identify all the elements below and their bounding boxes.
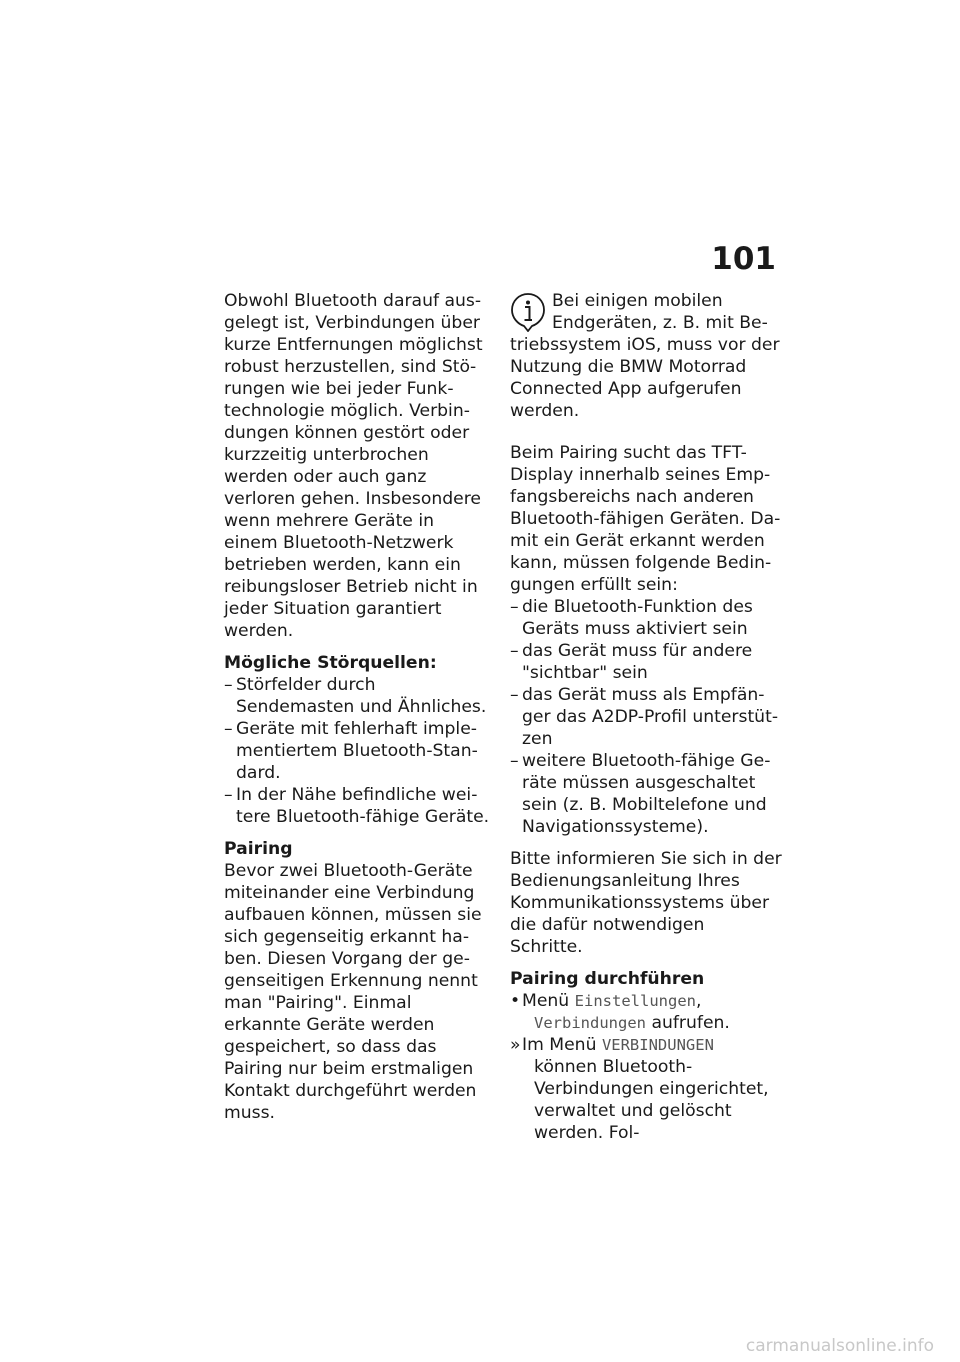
right-column — [510, 290, 782, 1144]
info-text: Bei einigen mobilen Endgeräten, z. B. mit Betriebssystem iOS, muss vor der Nutzung die BMW Motorrad Connected App aufgerufen werden. — [510, 291, 780, 421]
list-item: – weitere Bluetooth-fähige Geräte müssen ausgeschaltet sein (z. B. Mobiltelefone und Navigationssysteme). — [510, 750, 782, 838]
menu-name: Verbindungen — [534, 1014, 646, 1032]
left-column — [224, 290, 492, 1134]
info-note — [510, 290, 782, 432]
list-item: – Geräte mit fehlerhaft implementiertem Bluetooth-Standard. — [224, 718, 492, 784]
result-marker: » — [510, 1035, 521, 1055]
perform-pairing-heading: Pairing durchführen — [510, 969, 705, 989]
list-item: – Störfelder durch Sendemasten und Ähnliches. — [224, 674, 492, 718]
watermark: carmanualsonline.info — [745, 1336, 934, 1356]
interference-heading: Mögliche Störquellen: — [224, 653, 437, 673]
step-bullet: • — [510, 991, 521, 1011]
intro-paragraph: Obwohl Bluetooth darauf ausgelegt ist, Verbindungen über kurze Entfernungen möglichst robust herzustellen, sind Störungen wie bei jeder Funktechnologie möglich. Verbindungen können gestört oder kurzzeitig unterbrochen werden oder auch ganz verloren gehen. Insbesondere wenn mehrere Geräte in einem Bluetooth-Netzwerk betrieben werden, kann ein reibungsloser Betrieb nicht in jeder Situation garantiert werden. — [224, 291, 483, 641]
pairing-paragraph: Bevor zwei Bluetooth-Geräte miteinander eine Verbindung aufbauen können, müssen sie sich gegenseitig erkannt haben. Diesen Vorgang der gegenseitigen Erkennung nennt man "Pairing". Einmal erkannte Geräte werden gespeichert, so dass das Pairing nur beim erstmaligen Kontakt durchgeführt werden muss. — [224, 861, 482, 1123]
page-number: 101 — [711, 241, 776, 277]
conditions-list — [510, 596, 782, 838]
pairing-search-paragraph: Beim Pairing sucht das TFT-Display innerhalb seines Empfangsbereichs nach anderen Bluetooth-fähigen Geräten. Damit ein Gerät erkannt werden kann, müssen folgende Bedingungen erfüllt sein: — [510, 443, 781, 595]
step-item: »Im Menü VERBINDUNGEN können Bluetooth-Verbindungen eingerichtet, verwaltet und gelöscht werden. Fol- — [510, 1035, 769, 1143]
info-icon — [510, 292, 546, 332]
pairing-heading: Pairing — [224, 839, 293, 859]
list-item: – das Gerät muss als Empfänger das A2DP-Profil unterstützen — [510, 684, 782, 750]
interference-list — [224, 674, 492, 828]
menu-name: VERBINDUNGEN — [601, 1036, 714, 1054]
step-item: • Menü Einstellungen, Verbindungen aufrufen. — [510, 991, 730, 1033]
list-item: – die Bluetooth-Funktion des Geräts muss aktiviert sein — [510, 596, 782, 640]
list-item: – das Gerät muss für andere "sichtbar" sein — [510, 640, 782, 684]
manual-note: Bitte informieren Sie sich in der Bedienungsanleitung Ihres Kommunikationssystems über die dafür notwendigen Schritte. — [510, 849, 782, 957]
steps-list — [510, 990, 782, 1144]
menu-name: Einstellungen — [574, 992, 696, 1010]
list-item: – In der Nähe befindliche weitere Bluetooth-fähige Geräte. — [224, 784, 492, 828]
